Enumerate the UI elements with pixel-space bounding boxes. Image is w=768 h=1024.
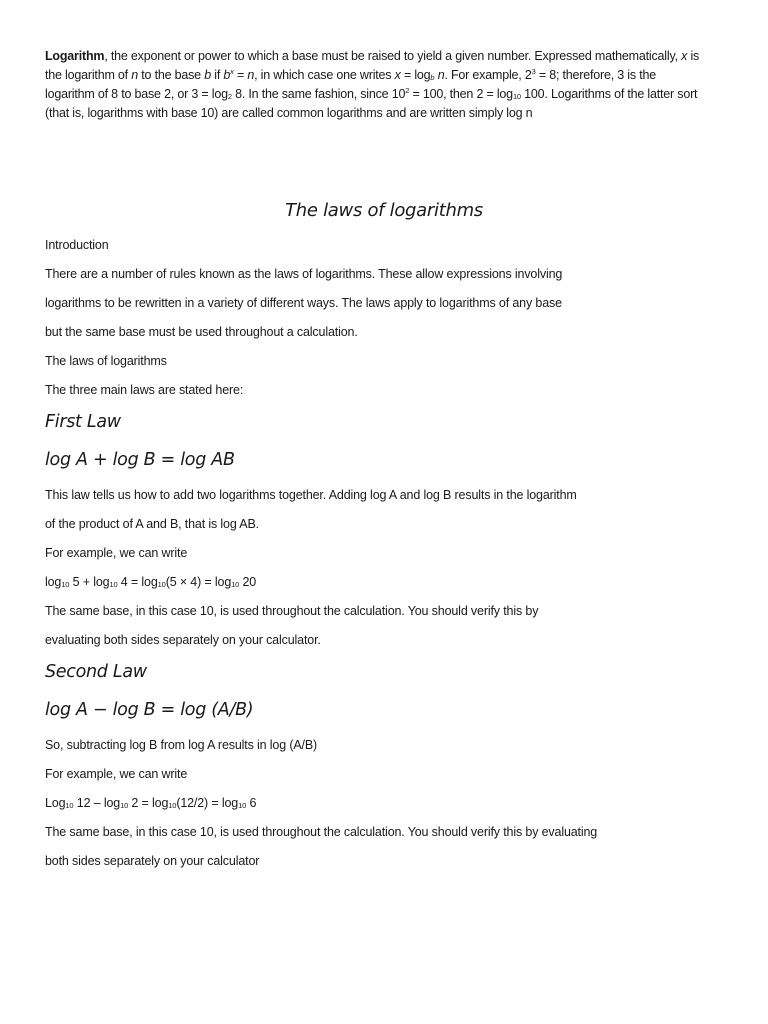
intro-text: . For example, 2 <box>444 68 532 82</box>
subscript: 10 <box>61 580 70 589</box>
intro-line-1 <box>45 47 745 66</box>
paragraph-line: of the product of A and B, that is log AB. <box>45 517 259 531</box>
intro-text: = log <box>400 68 431 82</box>
intro-text: to the base <box>138 68 205 82</box>
example-text: log <box>45 575 62 589</box>
three-laws-line: The three main laws are stated here: <box>45 383 244 397</box>
paragraph-line: This law tells us how to add two logarithms together. Adding log A and log B results in the logarithm <box>45 488 577 502</box>
introduction-label: Introduction <box>45 238 109 252</box>
first-law-heading: First Law <box>45 412 121 432</box>
intro-text: logarithm of 8 to base 2, or 3 = log <box>45 87 228 101</box>
intro-text: , in which case one writes <box>254 68 395 82</box>
paragraph-line: evaluating both sides separately on your calculator. <box>45 633 321 647</box>
paragraph-line: So, subtracting log B from log A results in log (A/B) <box>45 738 318 752</box>
second-law-formula: log A − log B = log (A/B) <box>45 700 254 720</box>
subscript: 10 <box>168 801 177 810</box>
intro-text: 100. Logarithms of the latter sort <box>520 87 698 101</box>
example-text: Log <box>45 796 66 810</box>
subscript: 10 <box>65 801 74 810</box>
subscript: 10 <box>238 801 247 810</box>
var-b: b <box>204 68 211 82</box>
var-b: b <box>223 68 231 82</box>
superscript: 2 <box>405 86 410 95</box>
paragraph-line: The same base, in this case 10, is used throughout the calculation. You should verify this by <box>45 604 539 618</box>
subscript: 10 <box>231 580 240 589</box>
laws-label: The laws of logarithms <box>45 354 167 368</box>
example-text: 5 + log <box>69 575 110 589</box>
example-text: (12/2) = log <box>176 796 239 810</box>
subscript: 2 <box>227 92 232 101</box>
example-text: 4 = log <box>117 575 158 589</box>
var-n: n <box>247 68 255 82</box>
intro-text: = 8; therefore, 3 is the <box>535 68 656 82</box>
example-text: 6 <box>246 796 257 810</box>
var-x: x <box>681 49 688 63</box>
second-law-example <box>45 795 256 811</box>
paragraph-line: The same base, in this case 10, is used throughout the calculation. You should verify this by evaluating <box>45 825 598 839</box>
intro-line-4: (that is, logarithms with base 10) are called common logarithms and are written simply log n <box>45 106 533 120</box>
intro-line-3 <box>45 85 745 104</box>
subscript: 10 <box>120 801 129 810</box>
example-text: 20 <box>239 575 257 589</box>
second-law-heading: Second Law <box>45 662 147 682</box>
subscript: b <box>430 73 435 82</box>
intro-text: the logarithm of <box>45 68 132 82</box>
superscript: x <box>230 67 234 76</box>
example-text: 12 – log <box>73 796 121 810</box>
intro-text: 8. In the same fashion, since 10 <box>231 87 406 101</box>
intro-text: is <box>687 49 700 63</box>
var-n: n <box>437 68 445 82</box>
term-logarithm: Logarithm <box>45 49 105 63</box>
intro-text: = <box>233 68 248 82</box>
example-intro: For example, we can write <box>45 546 188 560</box>
intro-line-2 <box>45 66 745 85</box>
paragraph-line: logarithms to be rewritten in a variety of different ways. The laws apply to logarithms of any base <box>45 296 562 310</box>
intro-paragraph <box>45 47 745 123</box>
intro-text: , the exponent or power to which a base must be raised to yield a given number. Expressed mathematically, <box>104 49 682 63</box>
page-title: The laws of logarithms <box>285 200 483 221</box>
example-text: (5 × 4) = log <box>165 575 232 589</box>
paragraph-line: but the same base must be used throughout a calculation. <box>45 325 358 339</box>
var-x: x <box>394 68 401 82</box>
subscript: 10 <box>512 92 521 101</box>
intro-text: = 100, then 2 = log <box>409 87 513 101</box>
first-law-example <box>45 574 256 590</box>
paragraph-line: both sides separately on your calculator <box>45 854 260 868</box>
subscript: 10 <box>157 580 166 589</box>
paragraph-line: There are a number of rules known as the laws of logarithms. These allow expressions involving <box>45 267 563 281</box>
var-n: n <box>131 68 138 82</box>
intro-text: if <box>210 68 224 82</box>
superscript: 3 <box>531 67 536 76</box>
example-text: 2 = log <box>128 796 169 810</box>
example-intro: For example, we can write <box>45 767 188 781</box>
first-law-formula: log A + log B = log AB <box>45 450 235 470</box>
subscript: 10 <box>109 580 118 589</box>
